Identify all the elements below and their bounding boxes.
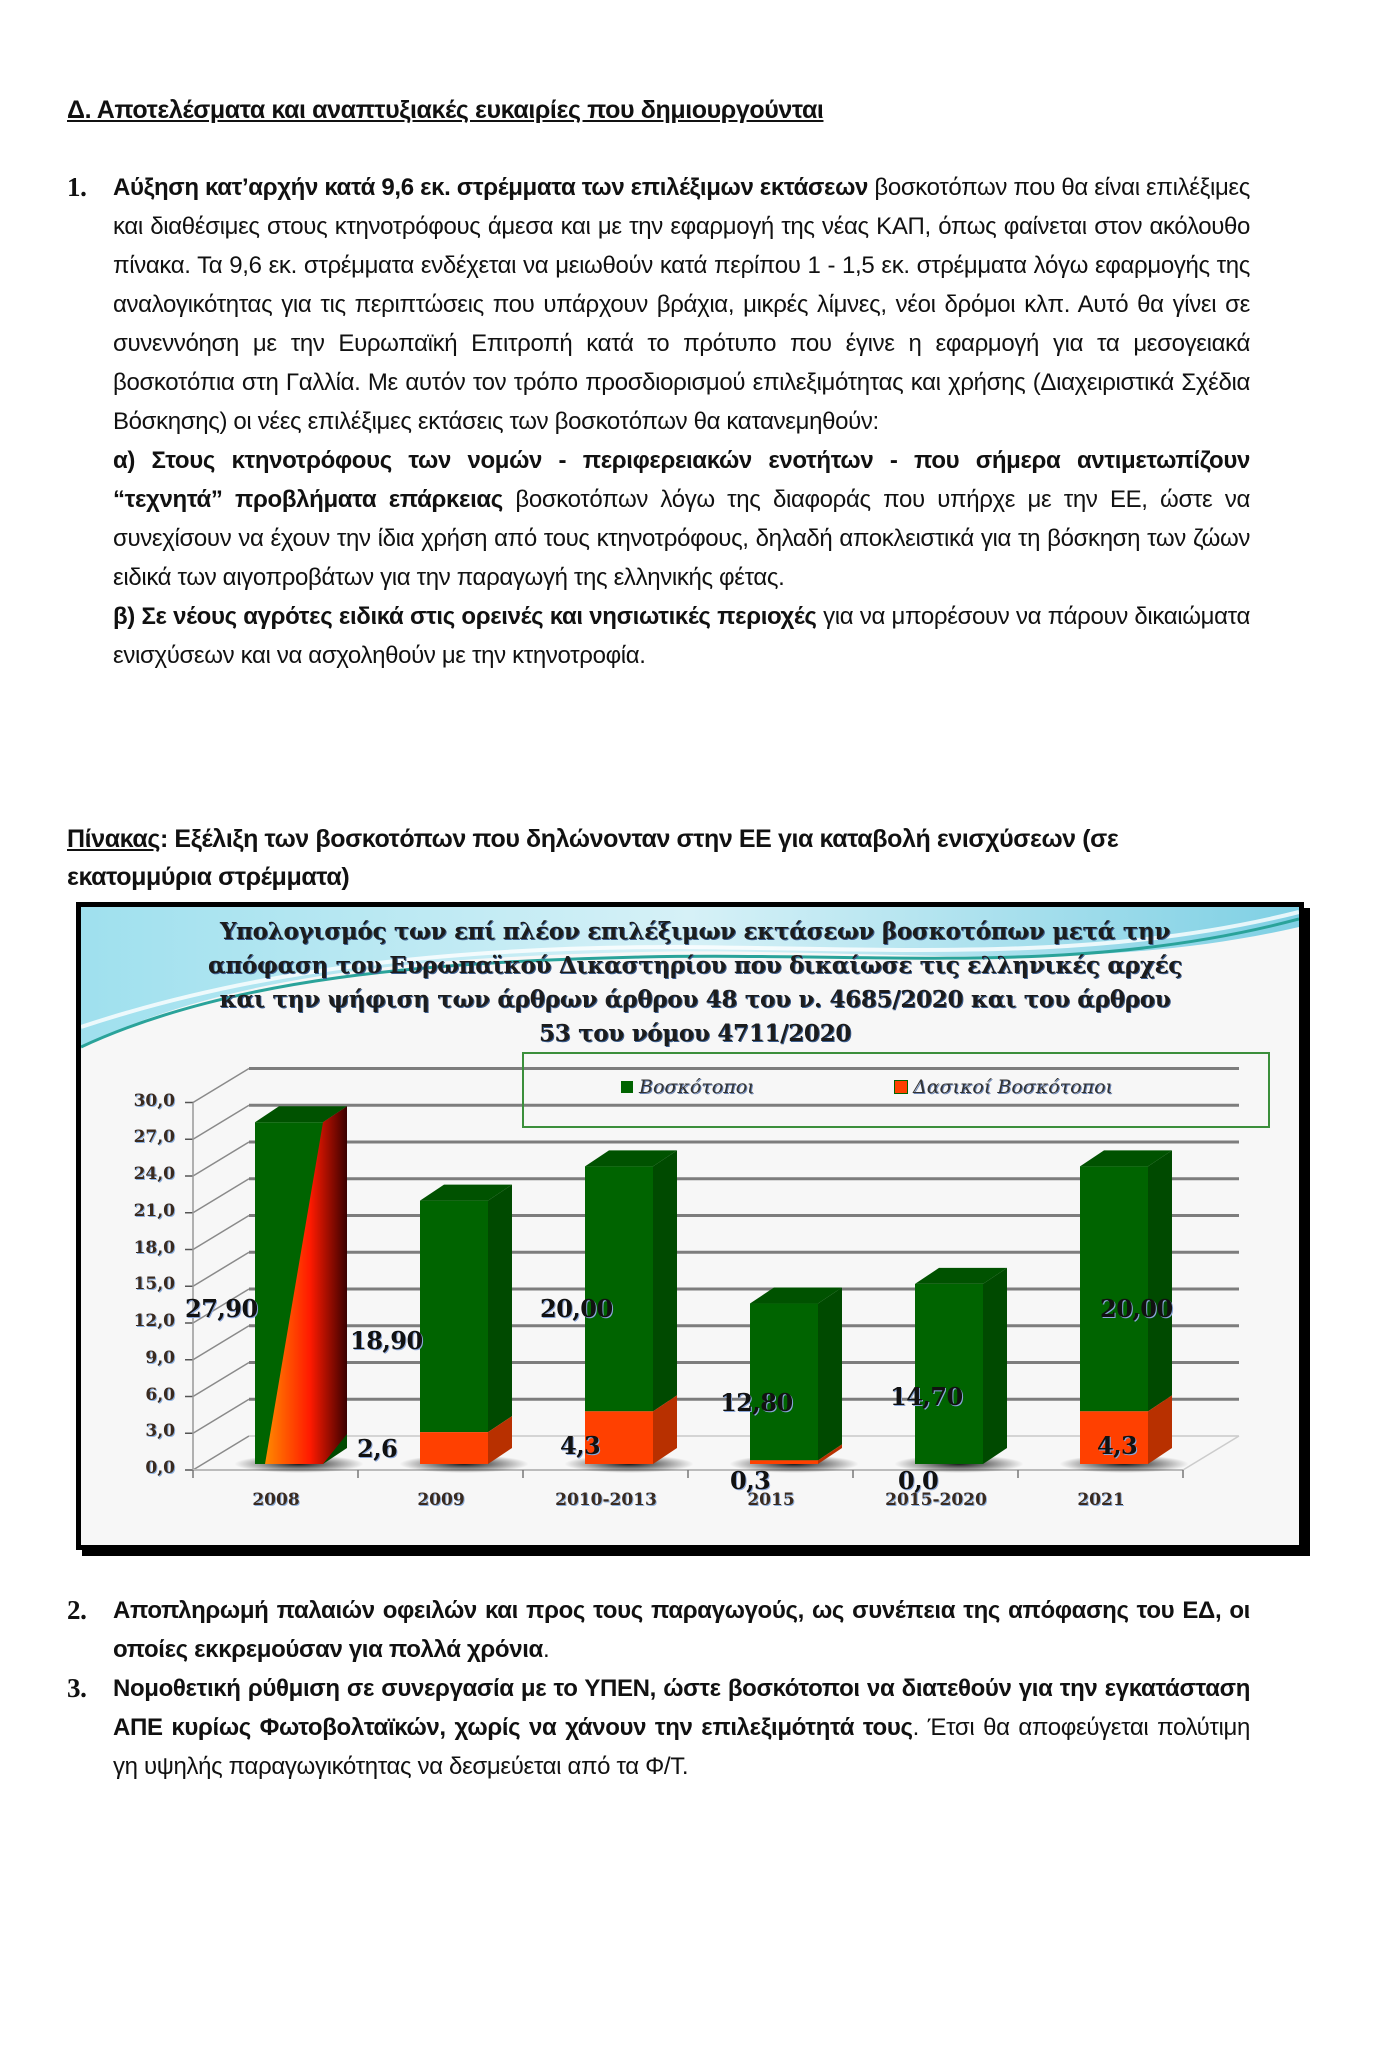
item-number: 1.: [67, 172, 87, 202]
x-category-label: 2010-2013: [555, 1490, 657, 1510]
bar-value-label: 0,0: [898, 1466, 939, 1495]
y-tick-label: 12,0: [133, 1311, 175, 1331]
x-category-label: 2015-2020: [885, 1490, 987, 1510]
caption-text: : Εξέλιξη των βοσκοτόπων που δηλώνονταν στην ΕΕ για καταβολή ενισχύσεων (σε εκατομμύρια στρέμματα): [67, 825, 1119, 891]
chart-title-line: Υπολογισμός των επί πλέον επιλέξιμων εκτάσεων βοσκοτόπων μετά την: [219, 918, 1171, 945]
sub-item-a: [113, 441, 1250, 597]
legend-swatch-orange-icon: [895, 1081, 907, 1093]
sub-item-b-text: για να μπορέσουν να πάρουν δικαιώματα ενισχύσεων και να ασχοληθούν με την κτηνοτροφία.: [113, 603, 1250, 669]
bar-value-label: 20,00: [540, 1294, 613, 1323]
item-text: . Έτσι θα αποφεύγεται πολύτιμη γη υψηλής παραγωγικότητας να δεσμεύεται από τα Φ/Τ.: [113, 1714, 1250, 1780]
item-bold-lead: Αύξηση κατ’αρχήν κατά 9,6 εκ. στρέμματα των επιλέξιμων εκτάσεων: [113, 174, 869, 201]
section-heading: Δ. Αποτελέσματα και αναπτυξιακές ευκαιρίες που δημιουργούνται: [67, 96, 824, 124]
bar-value-label: 27,90: [185, 1294, 258, 1323]
sub-item-b: [113, 597, 1250, 675]
item-text: βοσκοτόπων που θα είναι επιλέξιμες και διαθέσιμες στους κτηνοτρόφους άμεσα και με την εφαρμογή της νέας ΚΑΠ, όπως φαίνεται στον ακόλουθο πίνακα. Τα 9,6 εκ. στρέμματα ενδέχεται να μειωθούν κατά περίπου 1 - 1,5 εκ. στρέμματα λόγω εφαρμογής της αναλογικότητας για τις περιπτώσεις που υπάρχουν βράχια, μικρές λίμνες, νέοι δρόμοι κλπ. Αυτό θα γίνει σε συνεννόηση με την Ευρωπαϊκή Επιτροπή κατά το πρότυπο που έγινε η εφαρμογή για τα μεσογειακά βοσκοτόπια στη Γαλλία. Με αυτόν τον τρόπο προσδιορισμού επιλεξιμότητας και χρήσης (Διαχειριστικά Σχέδια Βόσκησης) οι νέες επιλέξιμες εκτάσεις των βοσκοτόπων θα κατανεμηθούν:: [113, 174, 1250, 435]
bar-value-label: 0,3: [730, 1466, 771, 1495]
chart-title-line: 53 του νόμου 4711/2020: [538, 1020, 852, 1047]
bar-value-label: 14,70: [890, 1382, 963, 1411]
item-number: 3.: [67, 1673, 87, 1703]
list-item-1: [67, 168, 1250, 675]
list-item-3: [67, 1669, 1250, 1786]
bar-value-label: 12,80: [720, 1388, 793, 1417]
legend-label: Βοσκότοποι: [639, 1076, 755, 1098]
chart-title-line: απόφαση του Ευρωπαϊκού Δικαστηρίου που δικαίωσε τις ελληνικές αρχές: [208, 952, 1182, 979]
item-bold-lead: Νομοθετική ρύθμιση σε συνεργασία με το ΥΠΕΝ, ώστε βοσκότοποι να διατεθούν για την εγκατάσταση ΑΠΕ κυρίως Φωτοβολταϊκών, χωρίς να χάνουν την επιλεξιμότητά τους: [113, 1675, 1250, 1741]
y-tick-label: 21,0: [133, 1200, 175, 1221]
chart-legend: [522, 1052, 1270, 1128]
y-tick-label: 0,0: [145, 1458, 175, 1478]
bar-value-label: 2,6: [357, 1434, 398, 1463]
y-tick-label: 3,0: [145, 1421, 175, 1442]
item-text: .: [542, 1636, 550, 1663]
bar-value-label: 4,3: [1097, 1431, 1138, 1460]
caption-label: Πίνακας: [67, 825, 160, 853]
results-list-bottom: [67, 1591, 1250, 1786]
sub-item-b-bold: β) Σε νέους αγρότες ειδικά στις ορεινές και νησιωτικές περιοχές: [113, 603, 817, 630]
x-category-label: 2008: [252, 1490, 300, 1510]
x-category-label: 2015: [747, 1490, 795, 1510]
chart-figure: [76, 902, 1304, 1550]
y-tick-label: 30,0: [133, 1090, 175, 1111]
sub-item-a-text: βοσκοτόπων λόγω της διαφοράς που υπήρχε με την ΕΕ, ώστε να συνεχίσουν να έχουν την ίδια χρήση από τους κτηνοτρόφους, δηλαδή αποκλειστικά για τη βόσκηση των ζώων ειδικά των αιγοπροβάτων για την παραγωγή της ελληνικής φέτας.: [113, 486, 1250, 591]
table-caption: [67, 820, 1257, 896]
y-tick-label: 9,0: [145, 1347, 175, 1368]
chart-title-line: και την ψήφιση των άρθρων άρθρου 48 του ν. 4685/2020 και του άρθρου: [219, 986, 1171, 1013]
legend-swatch-green-icon: [621, 1081, 633, 1093]
legend-label: Δασικοί Βοσκότοποι: [913, 1076, 1113, 1098]
results-list-top: [67, 168, 1250, 675]
y-tick-label: 6,0: [145, 1384, 175, 1405]
legend-entry-forest-pasture: [895, 1076, 1113, 1098]
bar-value-label: 20,00: [1100, 1294, 1173, 1323]
item-bold-lead: Αποπληρωμή παλαιών οφειλών και προς τους παραγωγούς, ως συνέπεια της απόφασης του ΕΔ, οι οποίες εκκρεμούσαν για πολλά χρόνια: [113, 1597, 1250, 1663]
y-tick-label: 27,0: [133, 1127, 175, 1148]
legend-entry-pasture: [621, 1076, 755, 1098]
item-number: 2.: [67, 1595, 87, 1625]
list-item-2: [67, 1591, 1250, 1669]
x-category-label: 2021: [1077, 1490, 1125, 1510]
sub-item-a-bold: α) Στους κτηνοτρόφους των νομών - περιφερειακών ενοτήτων - που σήμερα αντιμετωπίζουν “τεχνητά” προβλήματα επάρκειας: [113, 447, 1250, 513]
y-tick-label: 24,0: [133, 1164, 175, 1184]
y-tick-label: 15,0: [133, 1274, 175, 1295]
bar-value-label: 18,90: [350, 1326, 423, 1355]
y-tick-label: 18,0: [133, 1237, 175, 1258]
x-category-label: 2009: [417, 1490, 465, 1510]
bar-value-label: 4,3: [560, 1431, 601, 1460]
